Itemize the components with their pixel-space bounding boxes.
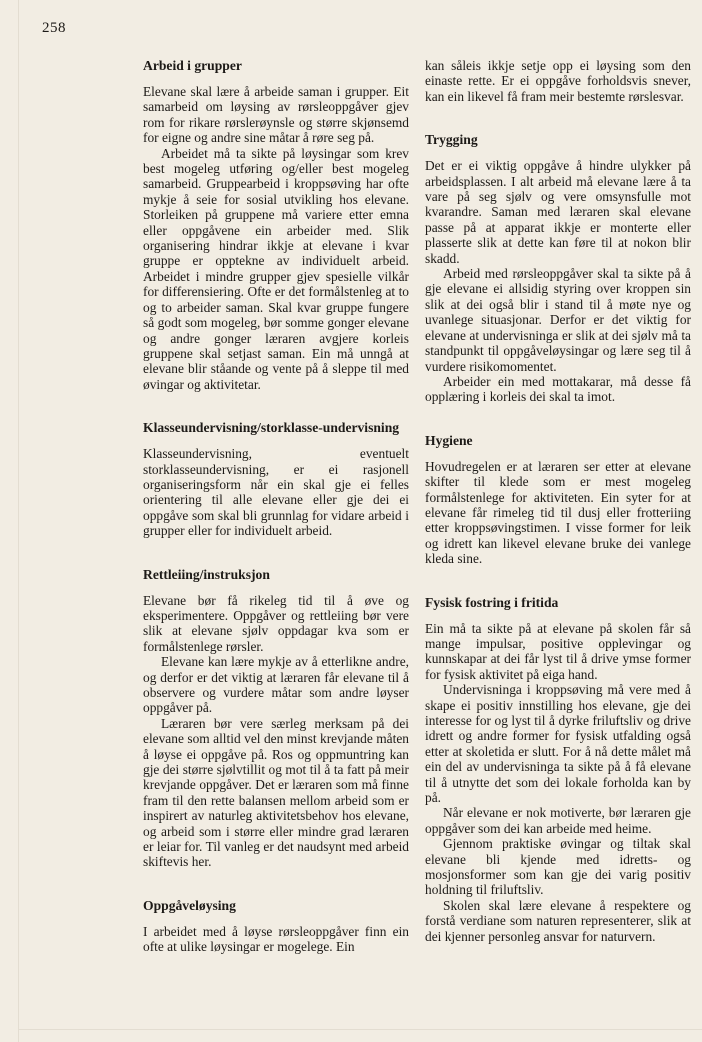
section-heading: Hygiene bbox=[425, 432, 473, 448]
paragraph: kan såleis ikkje setje opp ei løysing som den einaste rette. Er ei oppgåve forholdsvis snever, kan ein likevel få fram meir bestemte rørslesvar. bbox=[425, 58, 691, 104]
paragraph: Ein må ta sikte på at elevane på skolen får så mange impulsar, positive opplevingar og kunnskapar at dei får lyst til å drive ymse former for fysisk aktivitet på eiga hand. bbox=[425, 620, 691, 682]
paragraph: Arbeid med rørsleoppgåver skal ta sikte på å gje elevane ei allsidig styring over kroppen sin slik at dei også blir i stand til å møte nye og uvanlege situasjonar. Derfor er det viktig for elevane at undervisninga er slik at dei sjølv må ta standpunkt til oppgåveløysingar og lære seg til å vurdere risikomomentet. bbox=[425, 266, 691, 374]
paragraph: Klasseundervisning, eventuelt storklasseundervisning, er ei rasjonell organiseringsform når ein skal gje ei felles orientering til alle elevane eller gje dei ei oppgåve som skal bli grunnlag for vidare arbeid i grupper eller for individuelt arbeid. bbox=[143, 446, 409, 539]
paragraph: Arbeidet må ta sikte på løysingar som krev best mogeleg utføring og/eller best mogeleg samarbeid. Gruppearbeid i kroppsøving har ofte mykje å seie for sosial utvikling hos elevane. Storleiken på gruppene må variere etter emna eller oppgåvene ein arbeider med. Slik organisering hindrar ikkje at elevane i kvar gruppe er opptekne av individuelt arbeid. Arbeidet i mindre grupper gjev spesielle vilkår for differensiering. Ofte er det formålstenleg at to og to arbeider saman. Skal kvar gruppe fungere så godt som mogeleg, bør somme gonger elevane og andre gonger læraren avgjere korleis gruppene skal setjast saman. Ein må unngå at elevane blir ståande og vente på å sleppe til med øvingar og aktivitetar. bbox=[143, 145, 409, 392]
section-arbeid-i-grupper bbox=[143, 58, 409, 392]
section-rettleiing bbox=[143, 567, 409, 870]
section-hygiene bbox=[425, 433, 691, 567]
page-number: 258 bbox=[42, 20, 66, 36]
section-heading: Fysisk fostring i fritida bbox=[425, 594, 559, 610]
paragraph: Undervisninga i kroppsøving må vere med å skape ei positiv innstilling hos elevane, gje dei interesse for og lyst til å dyrke friluftsliv og drive idrett og andre former for fysisk utfalding også etter at skoletida er slutt. For å nå dette målet må ein del av undervisninga ta sikte på å få elevane til å utnytte det som dei lokale forholda kan by på. bbox=[425, 682, 691, 806]
section-fysisk-fostring bbox=[425, 595, 691, 945]
paragraph: Læraren bør vere særleg merksam på dei elevane som alltid vel den minst krevjande måten å løyse ei oppgåve på. Ros og oppmuntring kan gje dei større sjølvtillit og mot til å ta fatt på meir krevjande oppgåver. Det er læraren som må finne fram til den rette balansen mellom arbeid som er inspirert av naturleg aktivitetsbehov hos elevane, og arbeid som i større eller mindre grad læraren er leiar for. Til vanleg er det naudsynt med arbeid skiftevis her. bbox=[143, 715, 409, 870]
section-continuation bbox=[425, 58, 691, 104]
section-oppgaveloysing bbox=[143, 898, 409, 955]
right-column bbox=[425, 58, 691, 972]
page-bottom-line bbox=[18, 1029, 702, 1030]
paragraph: Når elevane er nok motiverte, bør læraren gje oppgåver som dei kan arbeide med heime. bbox=[425, 805, 691, 836]
paragraph: I arbeidet med å løyse rørsleoppgåver finn ein ofte at ulike løysingar er mogelege. Ein bbox=[143, 923, 409, 955]
paragraph: Gjennom praktiske øvingar og tiltak skal elevane bli kjende med idretts- og mosjonsformer som kan gje dei varig positiv holdning til friluftsliv. bbox=[425, 836, 691, 898]
section-trygging bbox=[425, 132, 691, 405]
section-klasseundervisning bbox=[143, 420, 409, 538]
paragraph: Skolen skal lære elevane å respektere og forstå verdiane som naturen representerer, slik at dei kjenner personleg ansvar for naturvern. bbox=[425, 897, 691, 944]
paragraph: Det er ei viktig oppgåve å hindre ulykker på arbeidsplassen. I alt arbeid må elevane lære å ta vare på seg sjølv og vere omsynsfulle mot kvarandre. Saman med læraren skal elevane passe på at apparat ikkje er monterte eller plasserte slik at dette kan føre til at nokon blir skadd. bbox=[425, 158, 691, 266]
paragraph: Hovudregelen er at læraren ser etter at elevane skifter til klede som er mest mogeleg formålstenlege for aktiviteten. Ein syter for at elevane får rimeleg tid til dusj eller frotteriing etter kroppsøvingstimen. I visse former for leik og idrett kan likevel elevane bruke dei vanlege kleda sine. bbox=[425, 458, 691, 567]
section-heading: Trygging bbox=[425, 132, 478, 148]
left-column bbox=[143, 58, 409, 983]
section-heading: Arbeid i grupper bbox=[143, 58, 242, 73]
paragraph: Elevane bør få rikeleg tid til å øve og eksperimentere. Oppgåver og rettleiing bør vere slik at elevane sjølv oppdagar kva som er formålstenlege rørsler. bbox=[143, 592, 409, 654]
paragraph: Elevane skal lære å arbeide saman i grupper. Eit samarbeid om løysing av rørsleoppgåver gjev rom for rikare rørslerøynsle og større skjønsemd for eigne og andre sine måtar å røre seg på. bbox=[143, 84, 409, 146]
section-heading: Rettleiing/instruksjon bbox=[143, 566, 270, 582]
page-edge-line bbox=[18, 0, 19, 1042]
section-heading: Oppgåveløysing bbox=[143, 897, 236, 913]
paragraph: Arbeider ein med mottakarar, må desse få opplæring i korleis dei skal ta imot. bbox=[425, 373, 691, 405]
section-heading: Klasseundervisning/storklasse-undervisning bbox=[143, 420, 400, 436]
paragraph: Elevane kan lære mykje av å etterlikne andre, og derfor er det viktig at læraren får elevane til å observere og vurdere måtar som andre løyser oppgåver på. bbox=[143, 654, 409, 716]
